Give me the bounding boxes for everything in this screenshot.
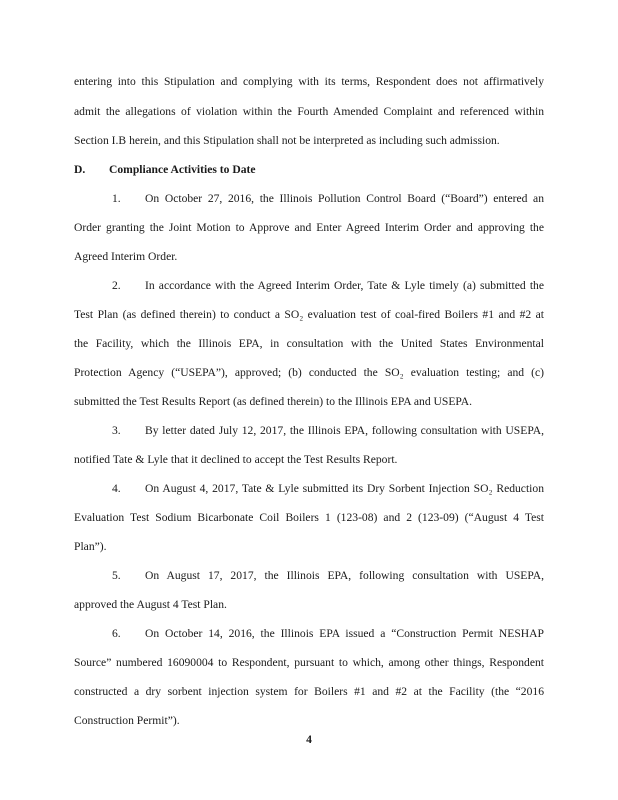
section-letter: D. <box>74 163 86 176</box>
paragraph-line: Source” numbered 16090004 to Respondent, pursuant to which, among other things, Respondent <box>74 656 544 669</box>
page-number: 4 <box>306 733 312 746</box>
paragraph-line: On August 17, 2017, the Illinois EPA, following consultation with USEPA, <box>145 569 544 582</box>
paragraph-line: On October 14, 2016, the Illinois EPA issued a “Construction Permit NESHAP <box>145 627 544 640</box>
paragraph-line: Test Plan (as defined therein) to conduct a SO₂ evaluation test of coal-fired Boilers #1 and #2 at <box>74 308 544 321</box>
paragraph-line: approved the August 4 Test Plan. <box>74 598 227 611</box>
paragraph-line: Evaluation Test Sodium Bicarbonate Coil Boilers 1 (123-08) and 2 (123-09) (“August 4 Test <box>74 511 544 524</box>
paragraph-number: 5. <box>112 569 121 582</box>
paragraph-line: Construction Permit”). <box>74 714 180 727</box>
paragraph-number: 2. <box>112 279 121 292</box>
paragraph-number: 3. <box>112 424 121 437</box>
paragraph-line: By letter dated July 12, 2017, the Illinois EPA, following consultation with USEPA, <box>145 424 544 437</box>
paragraph-number: 6. <box>112 627 121 640</box>
section-title: Compliance Activities to Date <box>109 163 256 176</box>
paragraph-number: 1. <box>112 192 121 205</box>
paragraph-line: submitted the Test Results Report (as defined therein) to the Illinois EPA and USEPA. <box>74 395 473 408</box>
paragraph-line: notified Tate & Lyle that it declined to accept the Test Results Report. <box>74 453 398 466</box>
paragraph-line: On August 4, 2017, Tate & Lyle submitted its Dry Sorbent Injection SO₂ Reduction <box>145 482 544 495</box>
intro-line: admit the allegations of violation within the Fourth Amended Complaint and referenced within <box>74 105 544 118</box>
paragraph-line: the Facility, which the Illinois EPA, in consultation with the United States Environmental <box>74 337 544 350</box>
paragraph-line: Plan”). <box>74 540 107 553</box>
paragraph-line: In accordance with the Agreed Interim Order, Tate & Lyle timely (a) submitted the <box>145 279 544 292</box>
intro-line: entering into this Stipulation and complying with its terms, Respondent does not affirmatively <box>74 75 544 88</box>
paragraph-line: Agreed Interim Order. <box>74 250 178 263</box>
paragraph-line: On October 27, 2016, the Illinois Pollution Control Board (“Board”) entered an <box>145 192 544 205</box>
paragraph-number: 4. <box>112 482 121 495</box>
paragraph-line: Protection Agency (“USEPA”), approved; (b) conducted the SO₂ evaluation testing; and (c) <box>74 366 544 379</box>
paragraph-line: constructed a dry sorbent injection system for Boilers #1 and #2 at the Facility (the “2016 <box>74 685 544 698</box>
intro-line: Section I.B herein, and this Stipulation shall not be interpreted as including such admission. <box>74 134 500 147</box>
paragraph-line: Order granting the Joint Motion to Approve and Enter Agreed Interim Order and approving the <box>74 221 544 234</box>
